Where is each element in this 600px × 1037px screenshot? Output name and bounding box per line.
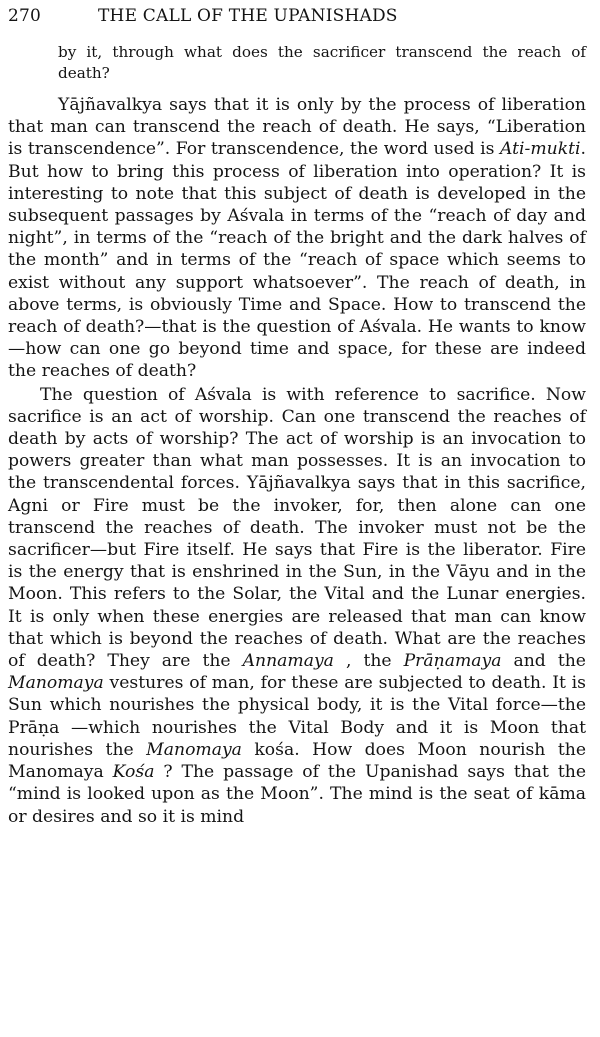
page-number: 270 xyxy=(8,6,42,26)
sanskrit-term: Kośa xyxy=(112,762,155,783)
sanskrit-term: Annamaya xyxy=(242,651,334,672)
paragraph-text: vestures of man, for these are subjected to death. It is Sun which nourishes the physical body, it is the Vital force—the Prāṇa —which nourishes the Vital Body and it is Moon that nourishes the xyxy=(8,673,586,760)
sanskrit-term: Ati-mukti xyxy=(500,139,581,160)
page-header xyxy=(8,6,586,34)
paragraph-text: . But how to bring this process of liberation into operation? It is interesting to note that this subject of death is developed in the subsequent passages by Aśvala in terms of the “reach of day and night”, in terms of the “reach of the bright and the dark halves of the month” and in terms of the “reach of space which seems to exist without any support whatsoever”. The reach of death, in above terms, is obviously Time and Space. How to transcend the reach of death?—that is the question of Aśvala. He wants to know—how can one go beyond time and space, for these are indeed the reaches of death? xyxy=(8,139,586,382)
sanskrit-term: Manomaya xyxy=(146,739,242,760)
sanskrit-term: Manomaya xyxy=(8,673,104,694)
paragraph-sacrifice xyxy=(8,384,586,828)
paragraph-text: ? The passage of the Upanishad says that the “mind is looked upon as the Moon”. The mind is the seat of kāma or desires and so it is mind xyxy=(8,762,586,827)
sanskrit-term: Prāṇamaya xyxy=(403,651,502,672)
paragraph-text: kośa. How does Moon nourish the Manomaya xyxy=(8,739,586,783)
quoted-passage: by it, through what does the sacrificer transcend the reach of death? xyxy=(58,43,586,82)
paragraph-text: The question of Aśvala is with reference to sacrifice. Now sacrifice is an act of worship. Can one transcend the reaches of death by acts of worship? The act of worship is an invocation to powers greater than what man possesses. It is an invocation to the transcendental forces. Yājñavalkya says that in this sacrifice, Agni or Fire must be the invoker, for, then alone can one transcend the reaches of death. The invoker must not be the sacrificer—but Fire itself. He says that Fire is the liberator. Fire is the energy that is enshrined in the Sun, in the Vāyu and in the Moon. This refers to the Solar, the Vital and the Lunar energies. It is only when these energies are released that man can know that which is beyond the reaches of death. What are the reaches of death? They are the xyxy=(8,384,586,672)
paragraph-text: , the xyxy=(333,651,404,672)
paragraph-text: Yājñavalkya says that it is only by the process of liberation that man can transcend the reach of death. He says, “Liberation is transcendence”. For transcendence, the word used is xyxy=(8,95,586,160)
paragraph-liberation xyxy=(8,94,586,383)
paragraph-text: and the xyxy=(501,651,586,672)
running-title: THE CALL OF THE UPANISHADS xyxy=(98,6,398,26)
